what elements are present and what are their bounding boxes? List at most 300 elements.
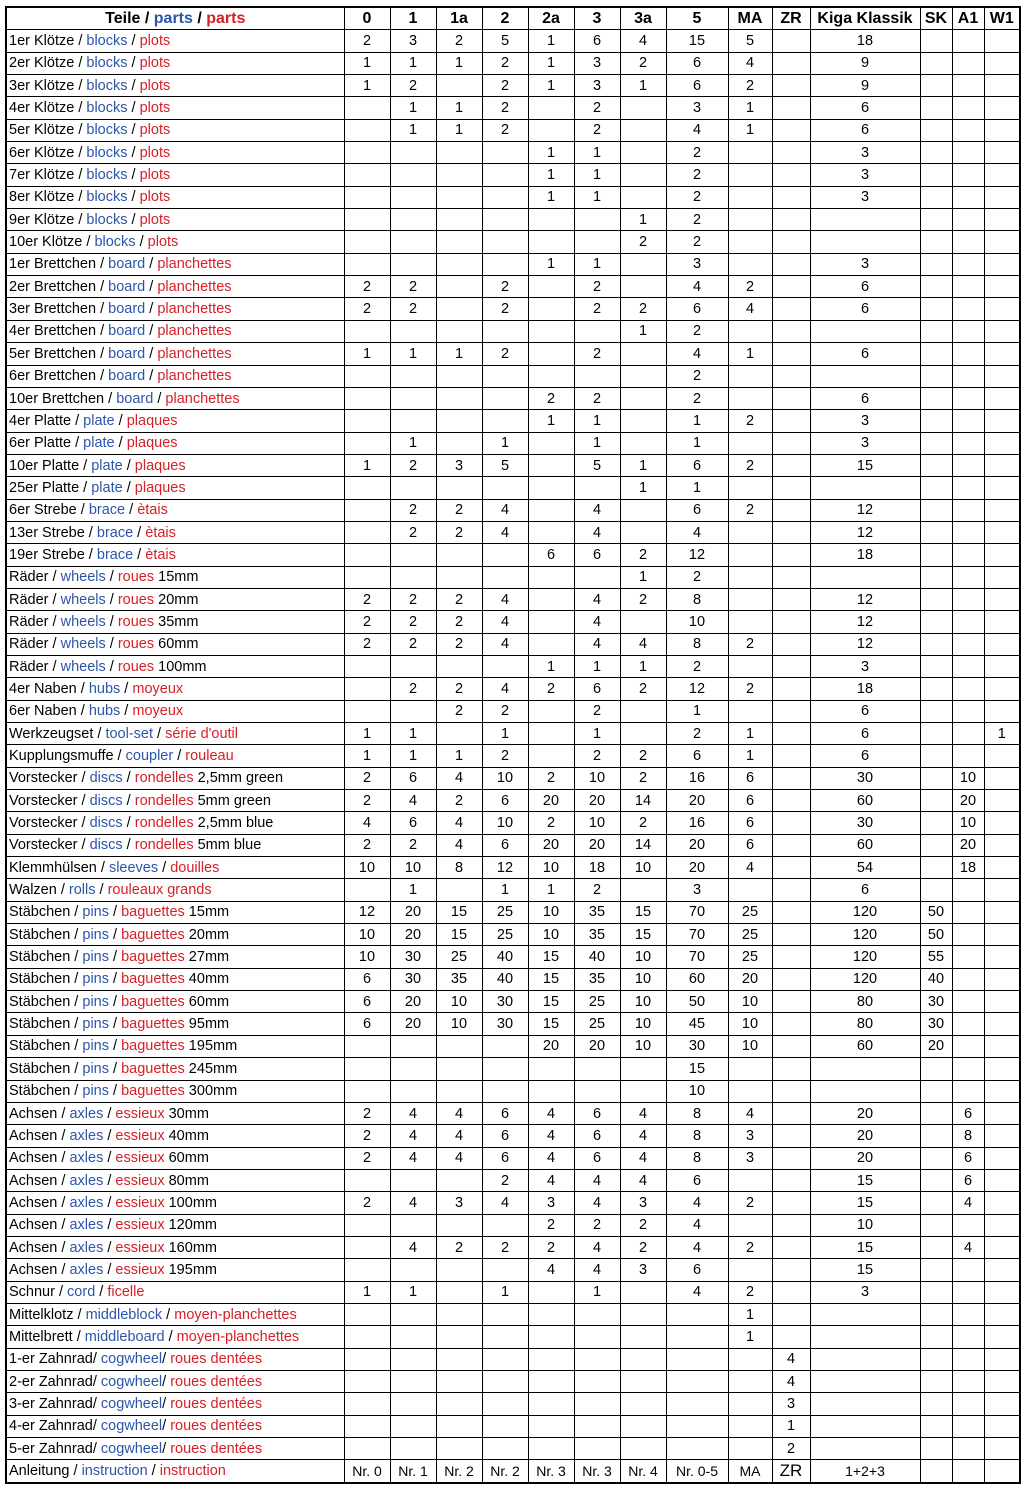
quantity-cell: 6 xyxy=(574,1102,620,1124)
footer-cell: 1+2+3 xyxy=(810,1460,920,1483)
quantity-cell: 1 xyxy=(390,343,436,365)
quantity-cell xyxy=(810,1303,920,1325)
quantity-cell: 2 xyxy=(344,1125,390,1147)
part-name: Vorstecker / discs / rondelles 5mm blue xyxy=(6,834,344,856)
quantity-cell: 6 xyxy=(666,454,728,476)
quantity-cell: 2 xyxy=(574,700,620,722)
quantity-cell: 6 xyxy=(574,678,620,700)
part-size: 15mm xyxy=(154,569,199,586)
part-name-en: wheels xyxy=(60,658,106,675)
quantity-cell: 30 xyxy=(920,991,952,1013)
quantity-cell xyxy=(810,1370,920,1392)
quantity-cell: 1 xyxy=(390,1281,436,1303)
part-name-fr: ètais xyxy=(145,524,176,541)
quantity-cell xyxy=(984,432,1020,454)
quantity-cell: 15 xyxy=(810,1192,920,1214)
quantity-cell: 1 xyxy=(728,97,772,119)
quantity-cell xyxy=(772,1259,810,1281)
header-col-sk: SK xyxy=(920,7,952,30)
quantity-cell xyxy=(528,97,574,119)
quantity-cell xyxy=(810,1415,920,1437)
part-name: Schnur / cord / ficelle xyxy=(6,1281,344,1303)
quantity-cell: 1 xyxy=(528,655,574,677)
quantity-cell: 6 xyxy=(344,991,390,1013)
quantity-cell xyxy=(574,1393,620,1415)
footer-cell: Nr. 1 xyxy=(390,1460,436,1483)
quantity-cell: 4 xyxy=(574,1236,620,1258)
quantity-cell: 2 xyxy=(728,454,772,476)
part-size: 30mm xyxy=(164,1105,209,1122)
footer-row-instructions xyxy=(6,1460,1020,1483)
table-row xyxy=(6,1013,1020,1035)
table-row xyxy=(6,834,1020,856)
quantity-cell xyxy=(390,231,436,253)
part-name-de: Achsen xyxy=(9,1127,58,1144)
part-name-en: rolls xyxy=(68,882,96,899)
quantity-cell: 1 xyxy=(390,879,436,901)
quantity-cell xyxy=(436,879,482,901)
quantity-cell xyxy=(344,365,390,387)
quantity-cell xyxy=(728,1438,772,1460)
quantity-cell xyxy=(482,209,528,231)
quantity-cell xyxy=(772,1192,810,1214)
quantity-cell: 5 xyxy=(728,30,772,52)
table-row xyxy=(6,521,1020,543)
quantity-cell xyxy=(482,365,528,387)
quantity-cell: 8 xyxy=(666,1102,728,1124)
part-name-en: axles xyxy=(69,1105,104,1122)
quantity-cell: 4 xyxy=(390,1125,436,1147)
table-row xyxy=(6,298,1020,320)
quantity-cell: 1 xyxy=(344,343,390,365)
part-name: 4er Platte / plate / plaques xyxy=(6,410,344,432)
quantity-cell xyxy=(436,477,482,499)
quantity-cell: 2 xyxy=(620,812,666,834)
table-row xyxy=(6,968,1020,990)
quantity-cell: 6 xyxy=(810,723,920,745)
part-name-en: cogwheel xyxy=(100,1418,163,1435)
quantity-cell xyxy=(620,343,666,365)
quantity-cell: 4 xyxy=(436,1147,482,1169)
quantity-cell xyxy=(344,1415,390,1437)
table-row xyxy=(6,1438,1020,1460)
quantity-cell: 6 xyxy=(810,879,920,901)
quantity-cell: 25 xyxy=(728,946,772,968)
quantity-cell: 2 xyxy=(390,834,436,856)
quantity-cell: 3 xyxy=(728,1125,772,1147)
quantity-cell xyxy=(920,678,952,700)
quantity-cell xyxy=(620,1058,666,1080)
part-name-fr: rondelles xyxy=(134,837,194,854)
quantity-cell: 2 xyxy=(436,588,482,610)
quantity-cell: 10 xyxy=(620,991,666,1013)
quantity-cell: 3 xyxy=(772,1393,810,1415)
part-name-en: board xyxy=(108,345,146,362)
quantity-cell xyxy=(952,320,984,342)
quantity-cell: 2 xyxy=(666,387,728,409)
quantity-cell: 4 xyxy=(772,1370,810,1392)
quantity-cell xyxy=(952,1259,984,1281)
quantity-cell xyxy=(482,186,528,208)
quantity-cell xyxy=(810,566,920,588)
quantity-cell xyxy=(436,1326,482,1348)
quantity-cell: 2 xyxy=(666,723,728,745)
quantity-cell xyxy=(528,1370,574,1392)
quantity-cell xyxy=(984,655,1020,677)
quantity-cell xyxy=(984,320,1020,342)
part-name-en: cogwheel xyxy=(100,1373,163,1390)
quantity-cell xyxy=(920,119,952,141)
quantity-cell xyxy=(952,253,984,275)
part-name-en: blocks xyxy=(86,55,128,72)
quantity-cell xyxy=(984,387,1020,409)
quantity-cell xyxy=(528,700,574,722)
quantity-cell xyxy=(772,1035,810,1057)
quantity-cell xyxy=(344,1080,390,1102)
table-row xyxy=(6,1125,1020,1147)
quantity-cell xyxy=(728,544,772,566)
part-size: 15mm xyxy=(184,904,230,921)
quantity-cell xyxy=(772,276,810,298)
quantity-cell: 4 xyxy=(436,1102,482,1124)
quantity-cell xyxy=(772,209,810,231)
header-parts-en: parts xyxy=(153,9,193,27)
quantity-cell: 30 xyxy=(666,1035,728,1057)
quantity-cell: 15 xyxy=(528,946,574,968)
quantity-cell xyxy=(390,1080,436,1102)
part-name-de: Achsen xyxy=(9,1217,58,1234)
part-name-en: pins xyxy=(82,971,109,988)
quantity-cell: 2 xyxy=(436,790,482,812)
quantity-cell xyxy=(810,320,920,342)
quantity-cell: 2 xyxy=(344,1192,390,1214)
quantity-cell xyxy=(984,97,1020,119)
part-name-de: 2er Brettchen xyxy=(9,278,97,295)
quantity-cell xyxy=(984,879,1020,901)
part-name-en: cord xyxy=(67,1284,96,1301)
quantity-cell: 80 xyxy=(810,991,920,1013)
quantity-cell xyxy=(772,30,810,52)
quantity-cell: 6 xyxy=(666,298,728,320)
quantity-cell: 4 xyxy=(666,521,728,543)
quantity-cell xyxy=(772,1080,810,1102)
quantity-cell xyxy=(436,1035,482,1057)
part-name-de: Räder xyxy=(9,569,49,586)
quantity-cell: 6 xyxy=(344,968,390,990)
quantity-cell xyxy=(984,499,1020,521)
part-size: 35mm xyxy=(154,613,199,630)
quantity-cell xyxy=(344,1058,390,1080)
quantity-cell xyxy=(984,1035,1020,1057)
part-name-en: sleeves xyxy=(108,859,159,876)
quantity-cell xyxy=(344,1214,390,1236)
part-name-fr: plaques xyxy=(134,479,186,496)
quantity-cell: 6 xyxy=(810,97,920,119)
quantity-cell xyxy=(728,521,772,543)
part-name-en: brace xyxy=(88,502,126,519)
quantity-cell: 1 xyxy=(574,186,620,208)
quantity-cell xyxy=(772,588,810,610)
quantity-cell xyxy=(390,477,436,499)
quantity-cell: 1 xyxy=(528,52,574,74)
part-name-de: Vorstecker xyxy=(9,815,78,832)
quantity-cell xyxy=(436,1058,482,1080)
part-name: Walzen / rolls / rouleaux grands xyxy=(6,879,344,901)
quantity-cell: 120 xyxy=(810,968,920,990)
quantity-cell: 2 xyxy=(436,1236,482,1258)
quantity-cell: 4 xyxy=(620,1125,666,1147)
part-name-de: 7er Klötze xyxy=(9,167,75,184)
footer-cell: ZR xyxy=(772,1460,810,1483)
quantity-cell xyxy=(984,588,1020,610)
quantity-cell: 25 xyxy=(436,946,482,968)
quantity-cell: 4 xyxy=(728,52,772,74)
quantity-cell: 2 xyxy=(436,499,482,521)
quantity-cell: 2 xyxy=(528,387,574,409)
quantity-cell xyxy=(984,410,1020,432)
part-name-en: board xyxy=(116,390,154,407)
quantity-cell: 20 xyxy=(666,790,728,812)
part-name-de: Mittelbrett xyxy=(9,1328,73,1345)
quantity-cell: 14 xyxy=(620,834,666,856)
quantity-cell: 120 xyxy=(810,946,920,968)
quantity-cell xyxy=(984,946,1020,968)
quantity-cell xyxy=(344,387,390,409)
quantity-cell xyxy=(344,521,390,543)
part-name: 1er Brettchen / board / planchettes xyxy=(6,253,344,275)
quantity-cell: 10 xyxy=(620,1035,666,1057)
footer-label-fr: instruction xyxy=(159,1463,226,1480)
quantity-cell: 2 xyxy=(344,1147,390,1169)
part-name-de: Achsen xyxy=(9,1105,58,1122)
quantity-cell: 10 xyxy=(620,946,666,968)
quantity-cell xyxy=(436,1169,482,1191)
quantity-cell xyxy=(344,1303,390,1325)
quantity-cell: 9 xyxy=(810,52,920,74)
quantity-cell: 15 xyxy=(528,968,574,990)
table-row xyxy=(6,633,1020,655)
quantity-cell: 15 xyxy=(436,901,482,923)
quantity-cell xyxy=(920,1281,952,1303)
quantity-cell xyxy=(984,209,1020,231)
table-row xyxy=(6,1147,1020,1169)
quantity-cell xyxy=(436,298,482,320)
part-size: 60mm xyxy=(154,636,199,653)
quantity-cell xyxy=(984,611,1020,633)
part-name-de: 25er Platte xyxy=(9,479,80,496)
quantity-cell: 12 xyxy=(482,857,528,879)
quantity-cell xyxy=(920,611,952,633)
quantity-cell xyxy=(920,566,952,588)
table-row xyxy=(6,97,1020,119)
quantity-cell: 1 xyxy=(528,879,574,901)
part-name-en: pins xyxy=(82,904,109,921)
quantity-cell: 2 xyxy=(728,1192,772,1214)
part-name-de: Räder xyxy=(9,658,49,675)
part-name-en: pins xyxy=(82,1083,109,1100)
quantity-cell: 4 xyxy=(436,834,482,856)
quantity-cell xyxy=(772,164,810,186)
table-row xyxy=(6,186,1020,208)
quantity-cell: 20 xyxy=(574,834,620,856)
quantity-cell: 2 xyxy=(574,343,620,365)
quantity-cell xyxy=(772,901,810,923)
part-name-en: wheels xyxy=(60,569,106,586)
quantity-cell: 6 xyxy=(666,745,728,767)
quantity-cell: 2 xyxy=(666,655,728,677)
quantity-cell: 30 xyxy=(390,968,436,990)
quantity-cell xyxy=(344,410,390,432)
quantity-cell: 30 xyxy=(482,991,528,1013)
part-name-fr: planchettes xyxy=(157,301,232,318)
quantity-cell: 6 xyxy=(810,119,920,141)
quantity-cell: 3 xyxy=(574,75,620,97)
quantity-cell: 10 xyxy=(574,767,620,789)
quantity-cell: 1 xyxy=(728,1303,772,1325)
quantity-cell xyxy=(728,1370,772,1392)
quantity-cell xyxy=(920,97,952,119)
quantity-cell xyxy=(482,1348,528,1370)
quantity-cell: 3 xyxy=(666,97,728,119)
quantity-cell: 10 xyxy=(728,1013,772,1035)
quantity-cell xyxy=(528,723,574,745)
quantity-cell xyxy=(772,410,810,432)
part-name-de: 1er Brettchen xyxy=(9,256,97,273)
part-name: 2er Klötze / blocks / plots xyxy=(6,52,344,74)
part-name-fr: essieux xyxy=(115,1239,165,1256)
quantity-cell xyxy=(344,700,390,722)
part-name: Achsen / axles / essieux 80mm xyxy=(6,1169,344,1191)
quantity-cell xyxy=(344,1348,390,1370)
quantity-cell xyxy=(528,320,574,342)
quantity-cell xyxy=(574,320,620,342)
part-name-fr: rondelles xyxy=(134,792,194,809)
quantity-cell xyxy=(528,1415,574,1437)
part-name-de: Stäbchen xyxy=(9,949,71,966)
part-name-en: pins xyxy=(82,1060,109,1077)
part-name: 10er Klötze / blocks / plots xyxy=(6,231,344,253)
table-row xyxy=(6,544,1020,566)
quantity-cell: 60 xyxy=(810,834,920,856)
quantity-cell: 4 xyxy=(574,1192,620,1214)
quantity-cell: 20 xyxy=(574,790,620,812)
part-name: 6er Klötze / blocks / plots xyxy=(6,142,344,164)
quantity-cell: 3 xyxy=(810,410,920,432)
quantity-cell: 20 xyxy=(810,1102,920,1124)
quantity-cell: 2 xyxy=(728,75,772,97)
quantity-cell xyxy=(920,1393,952,1415)
part-name: Vorstecker / discs / rondelles 2,5mm green xyxy=(6,767,344,789)
quantity-cell xyxy=(728,700,772,722)
quantity-cell xyxy=(920,499,952,521)
quantity-cell xyxy=(620,611,666,633)
quantity-cell: 18 xyxy=(810,30,920,52)
part-name-fr: plots xyxy=(139,211,171,228)
part-name-de: Stäbchen xyxy=(9,904,71,921)
quantity-cell: 3 xyxy=(620,1192,666,1214)
quantity-cell xyxy=(620,1281,666,1303)
table-row xyxy=(6,946,1020,968)
quantity-cell xyxy=(952,52,984,74)
quantity-cell: 4 xyxy=(574,633,620,655)
quantity-cell xyxy=(728,566,772,588)
quantity-cell: 4 xyxy=(574,588,620,610)
quantity-cell xyxy=(344,186,390,208)
quantity-cell xyxy=(772,924,810,946)
quantity-cell: 1 xyxy=(984,723,1020,745)
quantity-cell: 4 xyxy=(528,1125,574,1147)
quantity-cell xyxy=(728,142,772,164)
quantity-cell: 3 xyxy=(810,186,920,208)
quantity-cell: 2 xyxy=(482,1236,528,1258)
quantity-cell: 16 xyxy=(666,812,728,834)
quantity-cell: 2 xyxy=(666,365,728,387)
part-size: 60mm xyxy=(164,1150,209,1167)
quantity-cell xyxy=(390,1415,436,1437)
quantity-cell: 10 xyxy=(574,812,620,834)
quantity-cell: 30 xyxy=(810,767,920,789)
quantity-cell xyxy=(920,454,952,476)
quantity-cell: 20 xyxy=(728,968,772,990)
quantity-cell: 6 xyxy=(810,387,920,409)
part-name-de: Achsen xyxy=(9,1194,58,1211)
quantity-cell: 4 xyxy=(666,343,728,365)
quantity-cell: 2 xyxy=(772,1438,810,1460)
quantity-cell: 2 xyxy=(574,298,620,320)
table-row xyxy=(6,432,1020,454)
part-name-fr: moyen-planchettes xyxy=(174,1306,297,1323)
quantity-cell xyxy=(952,298,984,320)
quantity-cell: 2 xyxy=(666,164,728,186)
quantity-cell: 15 xyxy=(810,1236,920,1258)
quantity-cell xyxy=(772,611,810,633)
part-name: 5er Klötze / blocks / plots xyxy=(6,119,344,141)
quantity-cell: 4 xyxy=(344,812,390,834)
quantity-cell: 4 xyxy=(482,633,528,655)
quantity-cell: 2 xyxy=(620,298,666,320)
part-name-fr: roues xyxy=(117,636,155,653)
quantity-cell xyxy=(436,142,482,164)
footer-cell: Nr. 0-5 xyxy=(666,1460,728,1483)
quantity-cell: 14 xyxy=(620,790,666,812)
quantity-cell: 2 xyxy=(728,499,772,521)
quantity-cell xyxy=(984,52,1020,74)
part-name-fr: plaques xyxy=(134,457,186,474)
part-name-en: hubs xyxy=(88,680,121,697)
quantity-cell xyxy=(574,365,620,387)
footer-label-en: instruction xyxy=(81,1463,148,1480)
table-row xyxy=(6,655,1020,677)
part-name-de: Stäbchen xyxy=(9,993,71,1010)
quantity-cell xyxy=(528,588,574,610)
quantity-cell xyxy=(920,1147,952,1169)
quantity-cell: 4 xyxy=(482,521,528,543)
quantity-cell xyxy=(920,1214,952,1236)
quantity-cell xyxy=(920,52,952,74)
quantity-cell: 60 xyxy=(810,790,920,812)
part-name-en: plate xyxy=(83,412,115,429)
quantity-cell xyxy=(390,209,436,231)
quantity-cell: 12 xyxy=(666,544,728,566)
part-name-de: 6er Klötze xyxy=(9,144,75,161)
quantity-cell xyxy=(772,1125,810,1147)
quantity-cell: 2 xyxy=(436,700,482,722)
quantity-cell xyxy=(436,1214,482,1236)
quantity-cell xyxy=(952,75,984,97)
header-col-kiga-klassik: Kiga Klassik xyxy=(810,7,920,30)
quantity-cell xyxy=(344,142,390,164)
table-row xyxy=(6,119,1020,141)
